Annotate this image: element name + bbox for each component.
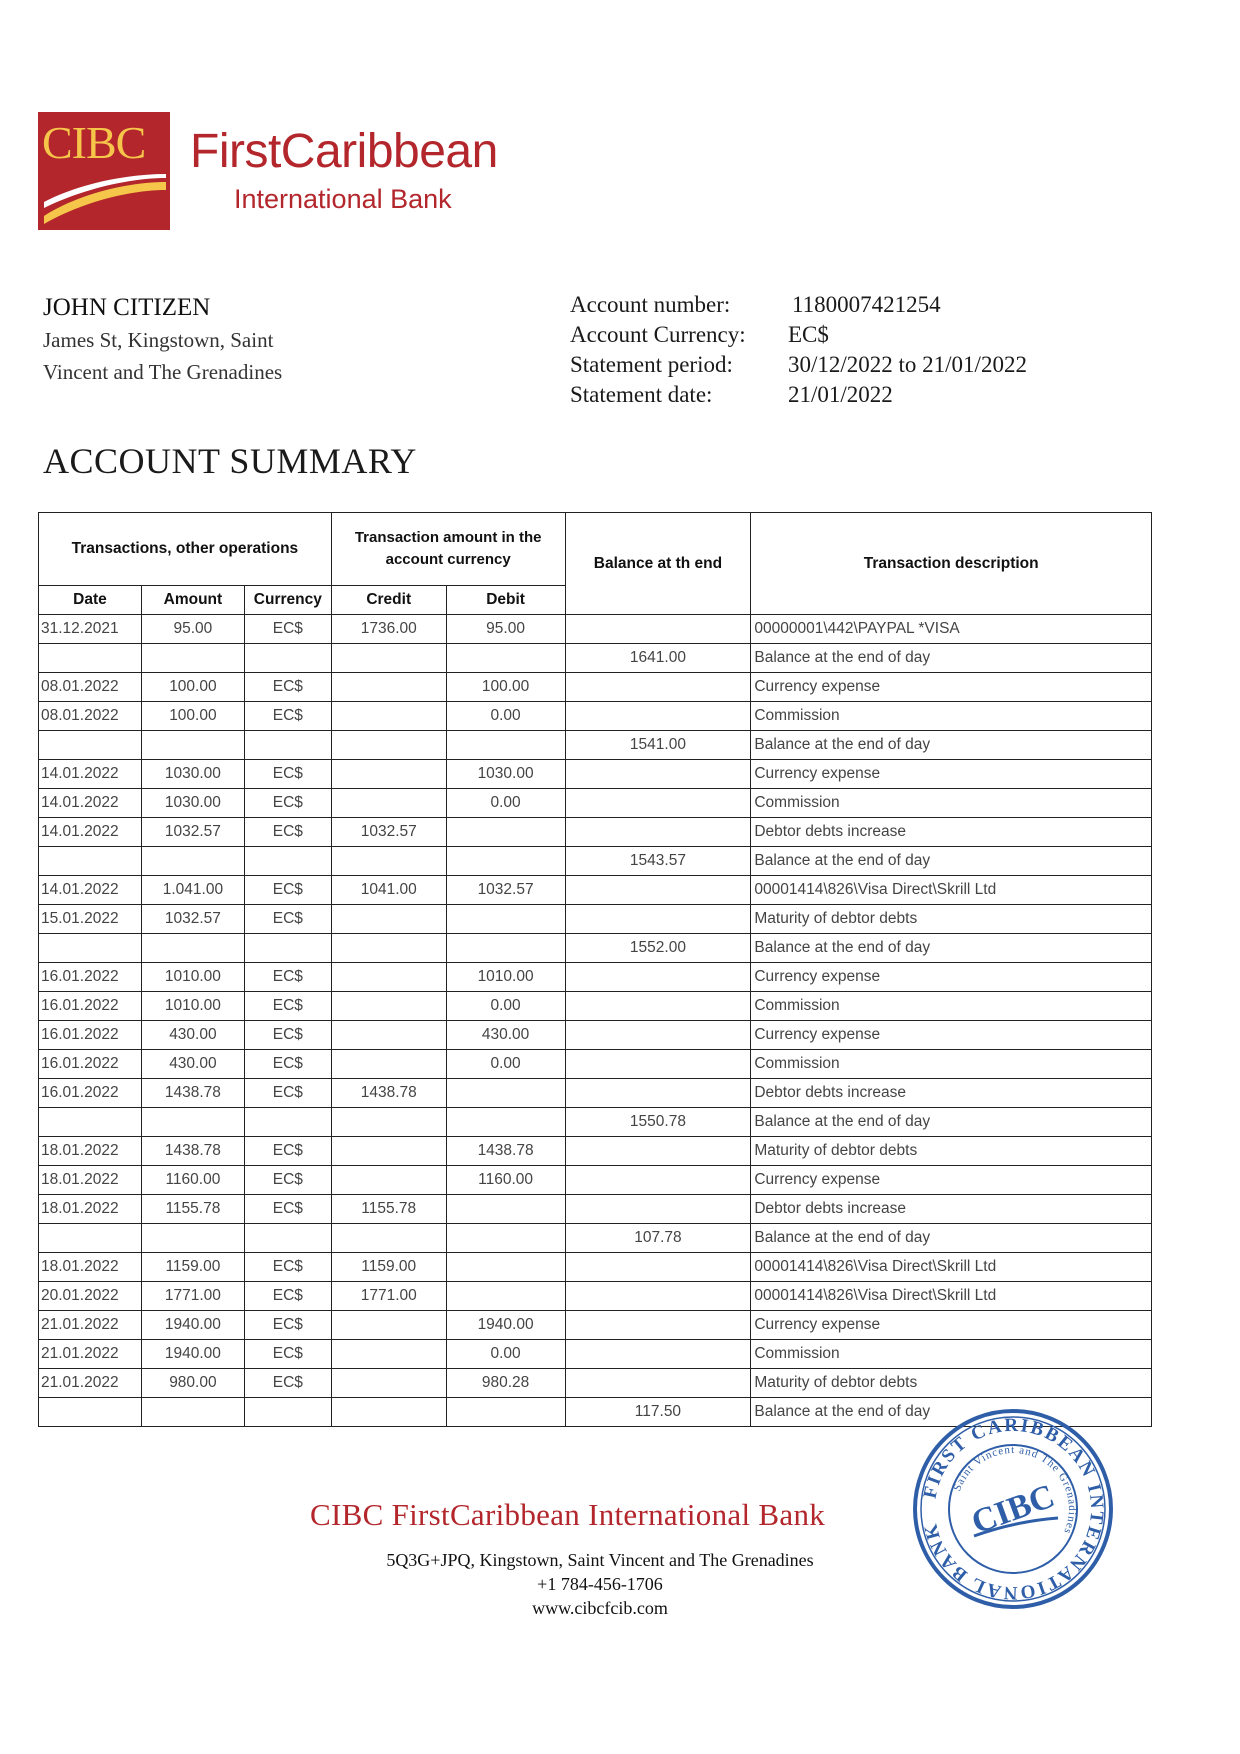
row-debit: 0.00 [446,992,565,1021]
row-amount: 1010.00 [141,992,244,1021]
row-description: 00001414\826\Visa Direct\Skrill Ltd [751,876,1152,905]
row-debit [446,1253,565,1282]
statement-date-label: Statement date: [570,382,713,407]
row-amount [141,847,244,876]
row-amount [141,1224,244,1253]
row-amount: 1438.78 [141,1137,244,1166]
row-credit [331,847,446,876]
row-balance [565,1079,751,1108]
row-credit [331,934,446,963]
row-description: Maturity of debtor debts [751,1369,1152,1398]
row-credit [331,1340,446,1369]
row-credit [331,1050,446,1079]
row-date: 21.01.2022 [39,1369,142,1398]
row-date [39,847,142,876]
row-balance: 117.50 [565,1398,751,1427]
row-date: 21.01.2022 [39,1340,142,1369]
table-row [39,1340,1152,1369]
table-row [39,1050,1152,1079]
row-currency: EC$ [244,1282,331,1311]
row-balance [565,818,751,847]
row-date [39,1398,142,1427]
row-balance [565,1253,751,1282]
row-date [39,644,142,673]
row-amount [141,934,244,963]
row-description: Maturity of debtor debts [751,905,1152,934]
row-debit [446,934,565,963]
row-date: 31.12.2021 [39,615,142,644]
row-description: Currency expense [751,1021,1152,1050]
row-balance [565,702,751,731]
col-debit: Debit [446,586,565,615]
row-date: 14.01.2022 [39,876,142,905]
row-amount: 1032.57 [141,905,244,934]
row-currency [244,1108,331,1137]
row-date: 18.01.2022 [39,1166,142,1195]
row-balance [565,876,751,905]
row-credit [331,731,446,760]
stamp-outer-text: FIRST CARIBBEAN INTERNATIONAL BANK [919,1414,1108,1604]
row-credit [331,673,446,702]
col-date: Date [39,586,142,615]
row-currency [244,847,331,876]
row-credit: 1771.00 [331,1282,446,1311]
row-date: 18.01.2022 [39,1137,142,1166]
row-debit: 1160.00 [446,1166,565,1195]
cibc-logo-mark [38,112,170,230]
row-debit [446,1224,565,1253]
row-date: 14.01.2022 [39,760,142,789]
row-description: Currency expense [751,1166,1152,1195]
row-debit [446,644,565,673]
table-row [39,615,1152,644]
row-date: 08.01.2022 [39,673,142,702]
row-currency [244,1398,331,1427]
row-currency [244,1224,331,1253]
table-row [39,1282,1152,1311]
row-description: Currency expense [751,963,1152,992]
row-amount [141,1108,244,1137]
row-currency: EC$ [244,760,331,789]
row-date: 14.01.2022 [39,789,142,818]
row-description: Balance at the end of day [751,847,1152,876]
row-debit: 1940.00 [446,1311,565,1340]
account-currency-value: EC$ [788,322,829,347]
row-balance [565,1340,751,1369]
footer-contact [300,1548,900,1620]
row-credit: 1736.00 [331,615,446,644]
row-currency: EC$ [244,992,331,1021]
row-credit [331,1311,446,1340]
row-balance [565,905,751,934]
row-date: 21.01.2022 [39,1311,142,1340]
table-row [39,1253,1152,1282]
row-currency: EC$ [244,1340,331,1369]
row-amount: 1030.00 [141,760,244,789]
row-balance [565,1021,751,1050]
row-amount: 1159.00 [141,1253,244,1282]
table-row [39,1021,1152,1050]
header-description: Transaction description [751,513,1152,615]
customer-name: JOHN CITIZEN [43,294,211,321]
row-balance [565,1195,751,1224]
table-row [39,818,1152,847]
row-currency: EC$ [244,818,331,847]
row-credit [331,1108,446,1137]
row-currency: EC$ [244,1050,331,1079]
account-currency-label: Account Currency: [570,322,746,347]
row-date: 20.01.2022 [39,1282,142,1311]
row-credit [331,1166,446,1195]
row-balance: 1541.00 [565,731,751,760]
row-amount: 1010.00 [141,963,244,992]
row-date: 16.01.2022 [39,1021,142,1050]
row-date [39,1224,142,1253]
row-amount [141,1398,244,1427]
row-currency: EC$ [244,673,331,702]
stamp-center-text: CIBC [966,1477,1060,1542]
row-credit: 1041.00 [331,876,446,905]
customer-address-line2: Vincent and The Grenadines [43,360,283,384]
row-credit [331,789,446,818]
row-date: 08.01.2022 [39,702,142,731]
row-currency: EC$ [244,876,331,905]
row-description: Commission [751,789,1152,818]
row-currency: EC$ [244,1079,331,1108]
row-description: Debtor debts increase [751,1195,1152,1224]
statement-period-value: 30/12/2022 to 21/01/2022 [788,352,1027,377]
bank-seal-stamp [912,1408,1114,1610]
row-debit [446,1079,565,1108]
row-debit [446,1398,565,1427]
row-date: 16.01.2022 [39,1079,142,1108]
row-credit [331,1369,446,1398]
row-balance [565,789,751,818]
row-description: Commission [751,1050,1152,1079]
row-debit [446,1282,565,1311]
row-amount: 430.00 [141,1050,244,1079]
table-row [39,905,1152,934]
logo-mark-text: CIBC [42,117,146,168]
row-description: Commission [751,702,1152,731]
table-row [39,1166,1152,1195]
row-balance [565,673,751,702]
row-description: Currency expense [751,760,1152,789]
row-currency: EC$ [244,702,331,731]
row-debit [446,731,565,760]
row-date [39,731,142,760]
row-description: Maturity of debtor debts [751,1137,1152,1166]
row-amount: 100.00 [141,673,244,702]
row-amount: 1160.00 [141,1166,244,1195]
row-currency: EC$ [244,1166,331,1195]
row-date: 18.01.2022 [39,1195,142,1224]
row-currency: EC$ [244,963,331,992]
table-row [39,1108,1152,1137]
row-balance [565,1282,751,1311]
row-credit: 1438.78 [331,1079,446,1108]
stamp-inner-text: Saint Vincent and The Grenadines [951,1443,1079,1537]
logo-bank-subtitle: International Bank [234,184,452,214]
row-credit [331,1398,446,1427]
row-description: Balance at the end of day [751,934,1152,963]
table-row [39,1369,1152,1398]
row-currency [244,934,331,963]
row-balance [565,963,751,992]
table-row [39,673,1152,702]
row-amount: 980.00 [141,1369,244,1398]
row-date: 16.01.2022 [39,963,142,992]
row-description: Balance at the end of day [751,731,1152,760]
row-amount [141,644,244,673]
row-date [39,1108,142,1137]
row-description: Debtor debts increase [751,1079,1152,1108]
row-amount: 1438.78 [141,1079,244,1108]
row-debit: 0.00 [446,1340,565,1369]
row-description: Balance at the end of day [751,644,1152,673]
table-row [39,1311,1152,1340]
row-amount: 95.00 [141,615,244,644]
row-amount: 1940.00 [141,1340,244,1369]
row-amount: 1030.00 [141,789,244,818]
row-debit: 100.00 [446,673,565,702]
row-amount: 1155.78 [141,1195,244,1224]
row-credit [331,992,446,1021]
row-balance: 1550.78 [565,1108,751,1137]
row-description: 00001414\826\Visa Direct\Skrill Ltd [751,1253,1152,1282]
row-amount [141,731,244,760]
table-row [39,644,1152,673]
row-balance [565,1166,751,1195]
table-row [39,702,1152,731]
row-description: Balance at the end of day [751,1108,1152,1137]
row-date: 16.01.2022 [39,992,142,1021]
row-description: Balance at the end of day [751,1224,1152,1253]
row-amount: 100.00 [141,702,244,731]
row-credit [331,905,446,934]
row-description: Commission [751,1340,1152,1369]
col-currency: Currency [244,586,331,615]
row-credit [331,760,446,789]
footer-address: 5Q3G+JPQ, Kingstown, Saint Vincent and The Grenadines [386,1550,814,1570]
table-row [39,1224,1152,1253]
row-debit: 1030.00 [446,760,565,789]
footer-bank-name: CIBC FirstCaribbean International Bank [310,1497,826,1532]
col-credit: Credit [331,586,446,615]
row-debit: 980.28 [446,1369,565,1398]
row-balance [565,615,751,644]
row-debit: 0.00 [446,1050,565,1079]
row-currency: EC$ [244,615,331,644]
table-row [39,847,1152,876]
row-debit: 0.00 [446,789,565,818]
header-transaction-amount: Transaction amount in the account currency [331,513,565,586]
row-currency: EC$ [244,1369,331,1398]
row-balance [565,1311,751,1340]
row-debit: 0.00 [446,702,565,731]
row-date [39,934,142,963]
row-debit [446,905,565,934]
row-debit: 1032.57 [446,876,565,905]
row-debit: 1010.00 [446,963,565,992]
account-number-value: 1180007421254 [792,292,941,317]
row-balance: 1543.57 [565,847,751,876]
logo-bank-name: FirstCaribbean [190,125,498,178]
statement-date-value: 21/01/2022 [788,382,893,407]
row-description: Balance at the end of day [751,1398,1152,1427]
transactions-table [38,512,1152,1427]
col-amount: Amount [141,586,244,615]
row-debit: 95.00 [446,615,565,644]
row-amount: 430.00 [141,1021,244,1050]
row-credit [331,963,446,992]
row-balance: 107.78 [565,1224,751,1253]
row-currency [244,731,331,760]
row-description: Commission [751,992,1152,1021]
row-credit [331,644,446,673]
account-number-label: Account number: [570,292,731,317]
table-row [39,876,1152,905]
row-debit: 1438.78 [446,1137,565,1166]
transactions-body [39,615,1152,1427]
row-currency: EC$ [244,789,331,818]
row-currency [244,644,331,673]
row-amount: 1940.00 [141,1311,244,1340]
row-amount: 1771.00 [141,1282,244,1311]
row-credit: 1155.78 [331,1195,446,1224]
row-credit: 1032.57 [331,818,446,847]
row-debit [446,1108,565,1137]
row-description: 00001414\826\Visa Direct\Skrill Ltd [751,1282,1152,1311]
customer-block [43,292,282,388]
row-date: 15.01.2022 [39,905,142,934]
footer-phone: +1 784-456-1706 [537,1574,663,1594]
table-row [39,934,1152,963]
bank-logo [38,112,508,232]
row-balance [565,760,751,789]
row-credit [331,1137,446,1166]
row-date: 18.01.2022 [39,1253,142,1282]
row-description: Currency expense [751,1311,1152,1340]
table-row [39,992,1152,1021]
row-balance: 1552.00 [565,934,751,963]
table-row [39,1079,1152,1108]
table-row [39,731,1152,760]
row-debit [446,818,565,847]
row-balance: 1641.00 [565,644,751,673]
statement-period-label: Statement period: [570,352,733,377]
row-balance [565,1137,751,1166]
table-row [39,789,1152,818]
row-currency: EC$ [244,1311,331,1340]
table-row [39,1137,1152,1166]
row-debit: 430.00 [446,1021,565,1050]
row-description: 00000001\442\PAYPAL *VISA [751,615,1152,644]
row-debit [446,1195,565,1224]
row-debit [446,847,565,876]
row-balance [565,1369,751,1398]
table-row [39,1195,1152,1224]
row-amount: 1032.57 [141,818,244,847]
row-date: 14.01.2022 [39,818,142,847]
row-currency: EC$ [244,1253,331,1282]
customer-address-line1: James St, Kingstown, Saint [43,328,274,352]
row-amount: 1.041.00 [141,876,244,905]
row-credit [331,1021,446,1050]
account-summary-title: ACCOUNT SUMMARY [43,441,417,481]
row-description: Currency expense [751,673,1152,702]
table-row [39,963,1152,992]
row-balance [565,992,751,1021]
row-balance [565,1050,751,1079]
row-description: Debtor debts increase [751,818,1152,847]
logo-swoosh-icon [38,112,170,230]
row-currency: EC$ [244,905,331,934]
row-currency: EC$ [244,1137,331,1166]
row-currency: EC$ [244,1195,331,1224]
row-currency: EC$ [244,1021,331,1050]
row-credit [331,1224,446,1253]
row-credit [331,702,446,731]
row-date: 16.01.2022 [39,1050,142,1079]
header-operations: Transactions, other operations [39,513,332,586]
row-credit: 1159.00 [331,1253,446,1282]
header-balance: Balance at th end [565,513,751,615]
footer-website: www.cibcfcib.com [532,1598,668,1618]
table-row [39,760,1152,789]
